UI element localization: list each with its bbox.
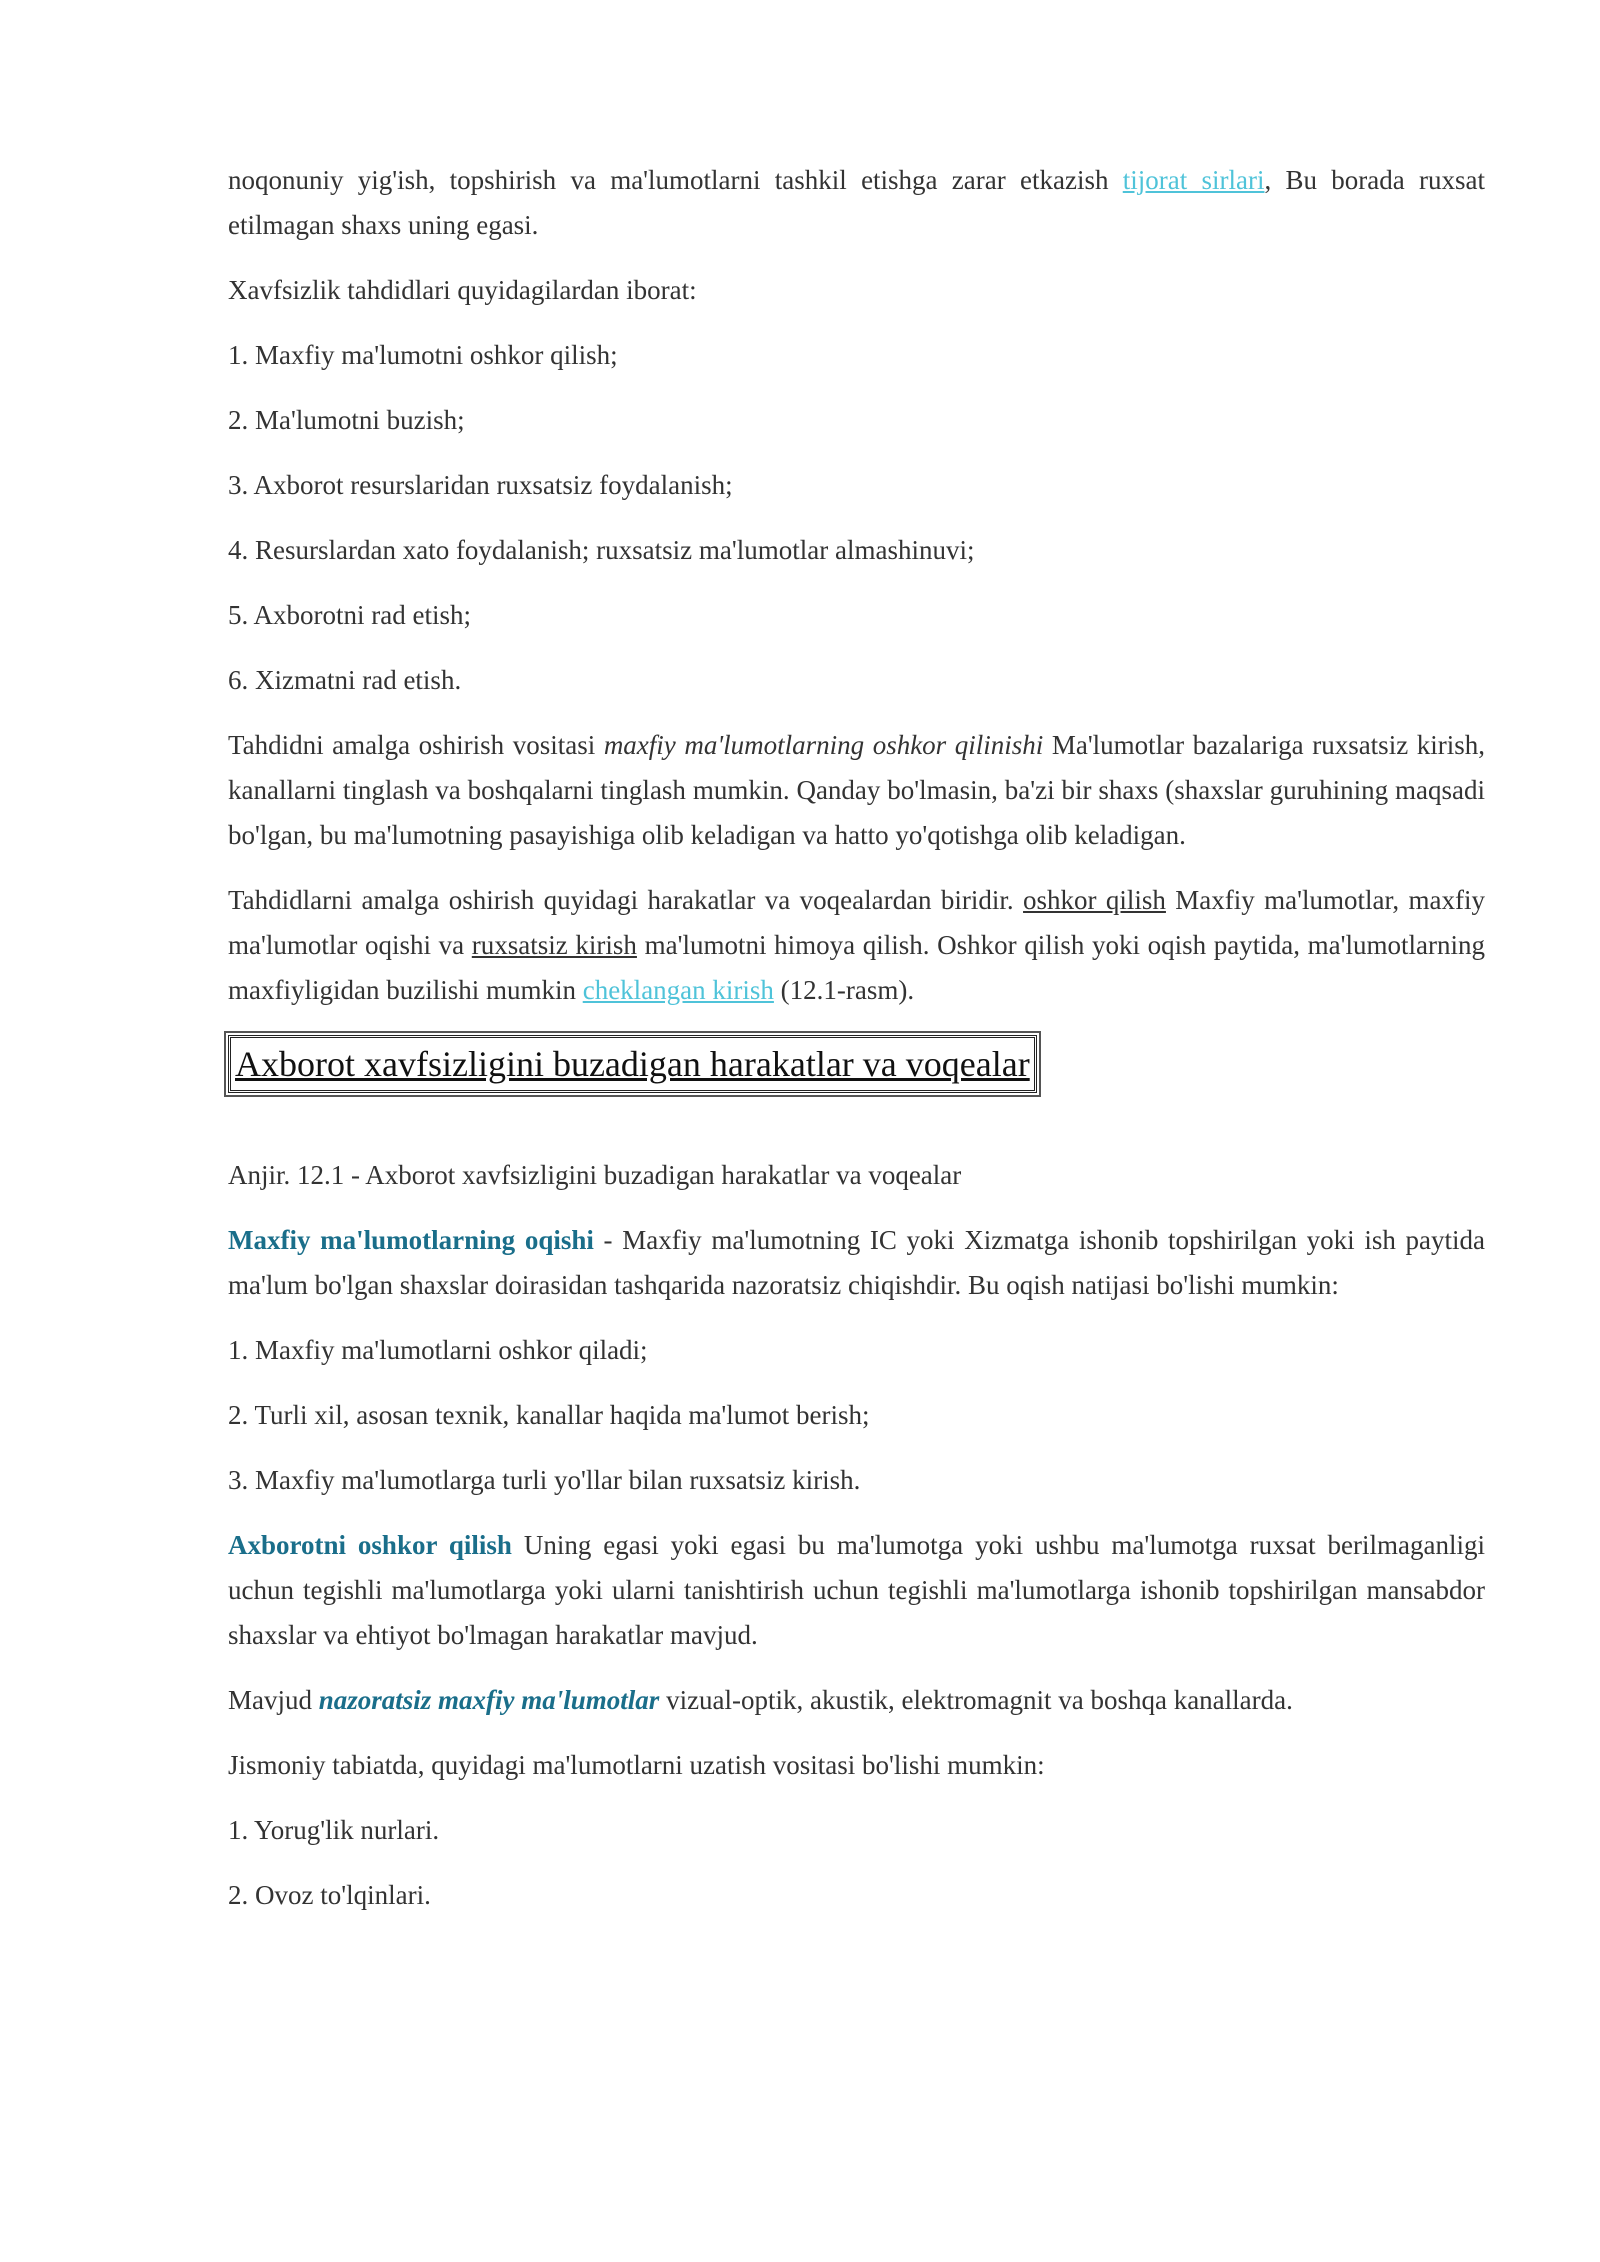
threat-list-item: 1. Maxfiy ma'lumotni oshkor qilish; <box>228 340 618 370</box>
paragraph-3-italic: maxfiy ma'lumotlarning oshkor qilinishi <box>603 730 1044 760</box>
threat-list-item: 3. Axborot resurslaridan ruxsatsiz foydalanish; <box>228 470 733 500</box>
leak-list-item: 1. Maxfiy ma'lumotlarni oshkor qiladi; <box>228 1335 648 1365</box>
threat-list-item: 5. Axborotni rad etish; <box>228 600 471 630</box>
paragraph-7-text-b: vizual-optik, akustik, elektromagnit va boshqa kanallarda. <box>659 1685 1293 1715</box>
paragraph-3 <box>228 723 1485 858</box>
leak-term: Maxfiy ma'lumotlarning oqishi <box>228 1225 594 1255</box>
threat-list-item: 4. Resurslardan xato foydalanish; ruxsatsiz ma'lumotlar almashinuvi; <box>228 535 975 565</box>
paragraph-7 <box>228 1678 1485 1723</box>
figure-caption: Anjir. 12.1 - Axborot xavfsizligini buzadigan harakatlar va voqealar <box>228 1160 962 1190</box>
figure-placeholder-box <box>228 1035 1037 1093</box>
document-page <box>228 158 1485 1938</box>
trade-secrets-link[interactable]: tijorat sirlari <box>1122 165 1265 195</box>
disclosure-link[interactable]: oshkor qilish <box>1023 885 1166 915</box>
paragraph-1-text-b: , Bu borada ruxsat etilmagan shaxs uning egasi. <box>228 165 1485 240</box>
threat-list-item: 6. Xizmatni rad etish. <box>228 665 462 695</box>
leak-list-item: 2. Turli xil, asosan texnik, kanallar haqida ma'lumot berish; <box>228 1400 870 1430</box>
paragraph-3-text-a: Tahdidni amalga oshirish vositasi <box>228 730 604 760</box>
paragraph-4 <box>228 878 1485 1013</box>
paragraph-6 <box>228 1523 1485 1658</box>
paragraph-1-text-a: noqonuniy yig'ish, topshirish va ma'lumotlarni tashkil etishga zarar etkazish <box>228 165 1123 195</box>
paragraph-4-text-c: ma'lumotni himoya qilish. Oshkor qilish yoki oqish paytida, ma'lumotlarning maxfiyligidan buzilishi mumkin <box>228 930 1485 1005</box>
paragraph-4-text-a: Tahdidlarni amalga oshirish quyidagi harakatlar va voqealardan biridir. <box>228 885 1024 915</box>
threat-list-item: 2. Ma'lumotni buzish; <box>228 405 465 435</box>
paragraph-1 <box>228 158 1485 248</box>
paragraph-7-text-a: Mavjud <box>228 1685 319 1715</box>
leak-list-item: 3. Maxfiy ma'lumotlarga turli yo'llar bilan ruxsatsiz kirish. <box>228 1465 861 1495</box>
paragraph-4-text-b: Maxfiy ma'lumotlar, maxfiy ma'lumotlar oqishi va <box>228 885 1486 960</box>
unauthorized-access-link[interactable]: ruxsatsiz kirish <box>471 930 637 960</box>
disclosure-term: Axborotni oshkor qilish <box>228 1530 512 1560</box>
paragraph-4-text-d: (12.1-rasm). <box>773 975 915 1005</box>
restricted-access-link[interactable]: cheklangan kirish <box>582 975 774 1005</box>
uncontrolled-info-term: nazoratsiz maxfiy ma'lumotlar <box>318 1685 660 1715</box>
paragraph-8: Jismoniy tabiatda, quyidagi ma'lumotlarni uzatish vositasi bo'lishi mumkin: <box>228 1750 1045 1780</box>
threats-intro: Xavfsizlik tahdidlari quyidagilardan iborat: <box>228 275 697 305</box>
paragraph-6-text: Uning egasi yoki egasi bu ma'lumotga yoki ushbu ma'lumotga ruxsat berilmaganligi uchun tegishli ma'lumotlarga yoki ularni tanishtirish uchun tegishli ma'lumotlarga ishonib topshirilgan mansabdor shaxslar va ehtiyot bo'lmagan harakatlar mavjud. <box>228 1530 1485 1650</box>
paragraph-3-text-b: Ma'lumotlar bazalariga ruxsatsiz kirish, kanallarni tinglash va boshqalarni tinglash mumkin. Qanday bo'lmasin, ba'zi bir shaxs (shaxslar guruhining maqsadi bo'lgan, bu ma'lumotning pasayishiga olib keladigan va hatto yo'qotishga olib keladigan. <box>228 730 1485 850</box>
medium-list-item: 1. Yorug'lik nurlari. <box>228 1815 440 1845</box>
figure-title: Axborot xavfsizligini buzadigan harakatlar va voqealar <box>235 1044 1030 1084</box>
medium-list-item: 2. Ovoz to'lqinlari. <box>228 1880 431 1910</box>
paragraph-5-text: - Maxfiy ma'lumotning IC yoki Xizmatga ishonib topshirilgan yoki ish paytida ma'lum bo'lgan shaxslar doirasidan tashqarida nazoratsiz chiqishdir. Bu oqish natijasi bo'lishi mumkin: <box>228 1225 1485 1300</box>
paragraph-5 <box>228 1218 1485 1308</box>
